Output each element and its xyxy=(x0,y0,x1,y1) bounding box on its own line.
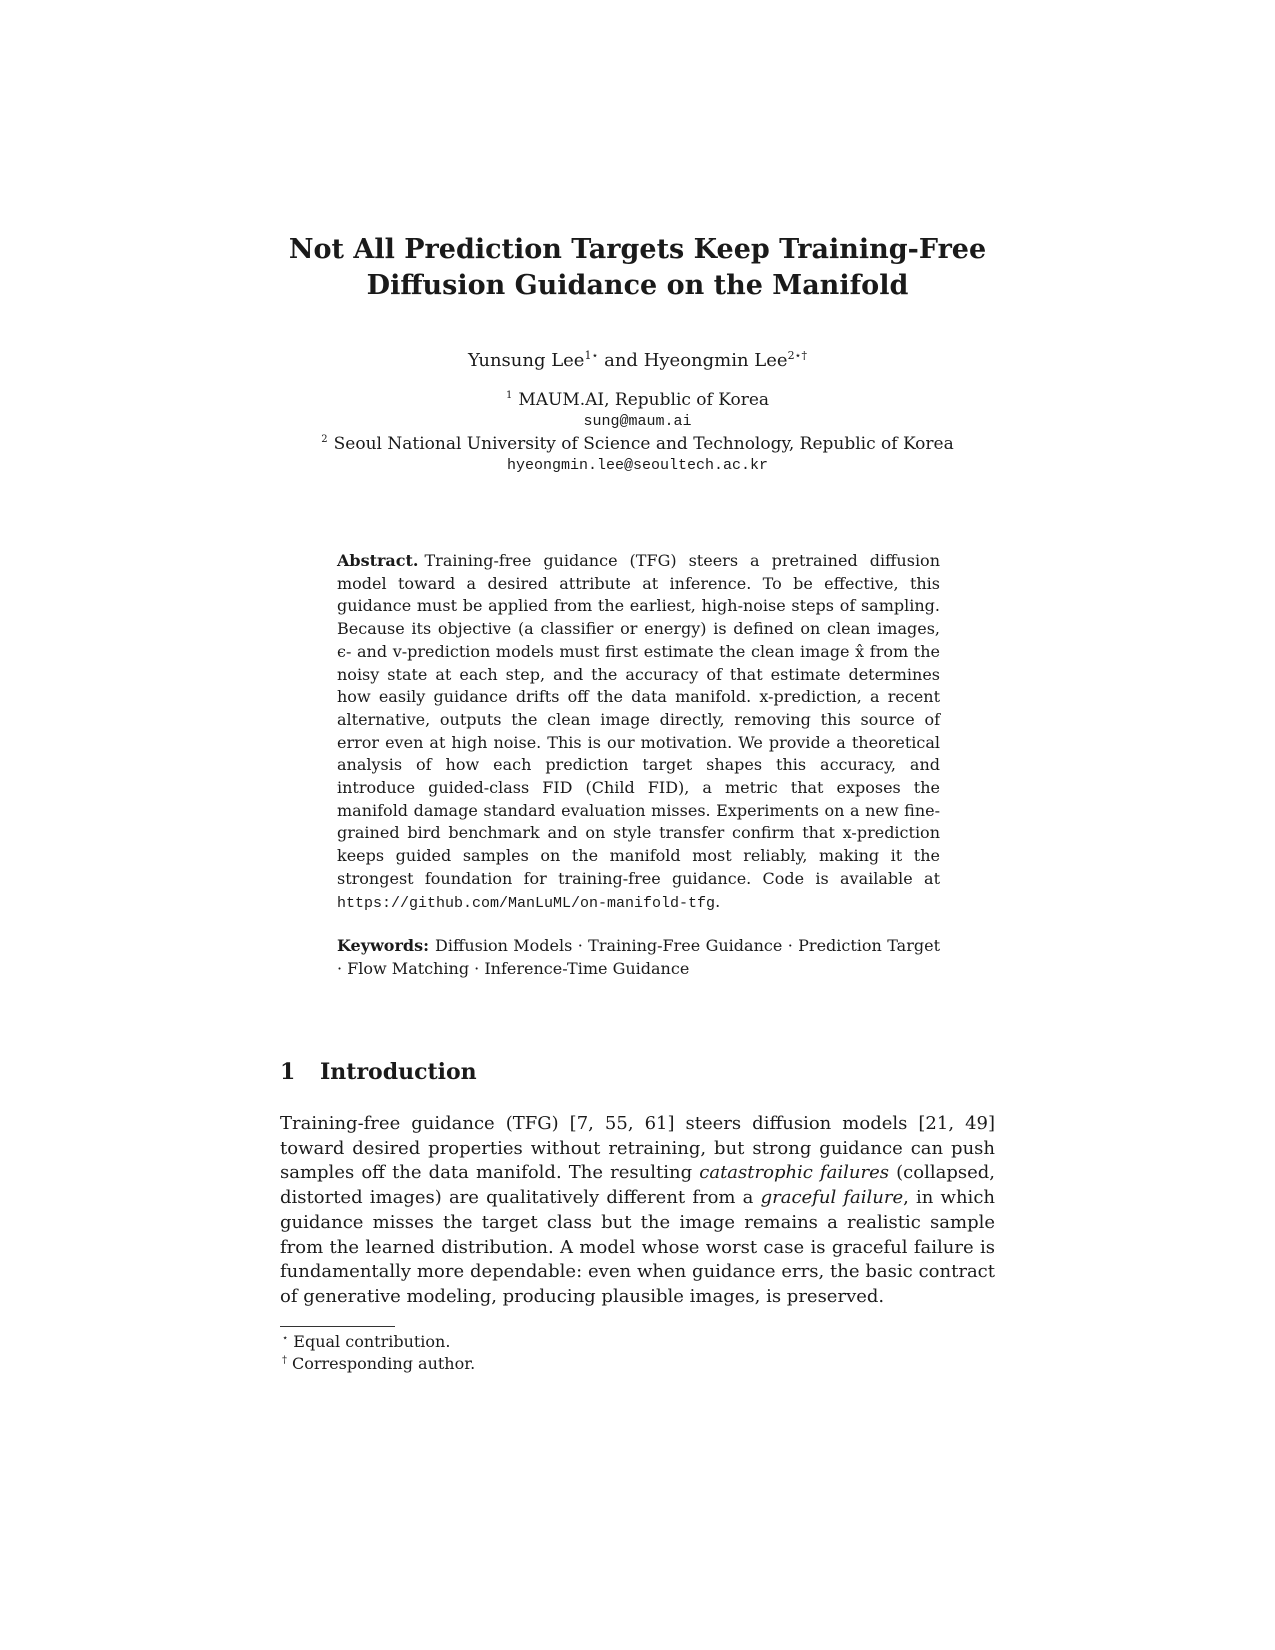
footnotes xyxy=(282,1331,882,1375)
footnote-2 xyxy=(282,1353,882,1375)
affiliation-1 xyxy=(260,389,1015,411)
author-1-name: Yunsung Lee xyxy=(468,350,585,371)
keywords xyxy=(337,935,940,980)
affiliation-2-mark: 2 xyxy=(321,434,328,445)
paper-title-line-2: Diffusion Guidance on the Manifold xyxy=(366,270,909,301)
affiliation-2-email[interactable]: hyeongmin.lee@seoultech.ac.kr xyxy=(506,457,769,474)
affiliation-1-mark: 1 xyxy=(505,390,513,401)
author-2-name: Hyeongmin Lee xyxy=(643,350,788,371)
footnote-1 xyxy=(282,1331,882,1353)
paper-title-line-1: Not All Prediction Targets Keep Training-Free xyxy=(288,234,987,265)
affiliation-2 xyxy=(260,433,1015,455)
footnote-divider xyxy=(280,1326,395,1327)
intro-text-a: Training-free guidance (TFG) [7, 55, 61] steers diffusion models [21, 49] toward desired properties without retraining, but strong guidance can push samples off the data manifold. The resulting xyxy=(280,1113,995,1184)
section-heading xyxy=(280,1058,477,1086)
abstract xyxy=(337,550,940,915)
abstract-text: Training-free guidance (TFG) steers a pretrained diffusion model toward a desired attribute at inference. To be effective, this guidance must be applied from the earliest, high-noise steps of sampling. Because its objective (a classifier or energy) is defined on clean images, ϵ- and v-prediction models must first estimate the clean image x̂ from the noisy state at each step, and the accuracy of that estimate determines how easily guidance drifts off the data manifold. x-prediction, a recent alternative, outputs the clean image directly, removing this source of error even at high noise. This is our motivation. We provide a theoretical analysis of how each prediction target shapes this accuracy, and introduce guided-class FID (Child FID), a metric that exposes the manifold damage standard evaluation misses. Experiments on a new fine-grained bird benchmark and on style transfer confirm that x-prediction keeps guided samples on the manifold most reliably, making it the strongest foundation for training-free guidance. Code is available at xyxy=(337,551,940,888)
keywords-label: Keywords: xyxy=(337,936,430,955)
intro-emphasis-1: catastrophic failures xyxy=(699,1162,890,1184)
code-url-link[interactable]: https://github.com/ManLuML/on-manifold-tfg xyxy=(337,894,716,912)
section-number: 1 xyxy=(280,1059,296,1085)
intro-text-c: , in which guidance misses the target class but the image remains a realistic sample from the learned distribution. A model whose worst case is graceful failure is fundamentally more dependable: even when guidance errs, the basic contract of generative modeling, producing plausible images, is preserved. xyxy=(280,1187,995,1307)
footnote-2-mark: † xyxy=(282,1355,287,1366)
footnote-1-text: Equal contribution. xyxy=(293,1332,451,1351)
footnote-1-mark: ⋆ xyxy=(282,1333,289,1344)
footnote-2-text: Corresponding author. xyxy=(292,1354,476,1373)
author-1-marks: 1⋆ xyxy=(584,349,599,362)
intro-paragraph xyxy=(280,1112,995,1310)
author-joiner: and xyxy=(604,350,638,371)
abstract-label: Abstract. xyxy=(337,551,419,570)
abstract-end: . xyxy=(715,891,721,911)
affiliation-1-name: MAUM.AI, Republic of Korea xyxy=(518,390,770,410)
keywords-text: Diffusion Models · Training-Free Guidance · Prediction Target · Flow Matching · Inference-Time Guidance xyxy=(337,936,940,978)
paper-title xyxy=(260,232,1015,304)
intro-emphasis-2: graceful failure xyxy=(760,1187,904,1209)
affiliation-1-email[interactable]: sung@maum.ai xyxy=(583,413,692,430)
section-title: Introduction xyxy=(320,1059,477,1085)
author-2-marks: 2⋆† xyxy=(787,349,807,362)
intro-text-b: (collapsed, distorted images) are qualitatively different from a xyxy=(280,1162,995,1209)
affiliation-2-name: Seoul National University of Science and Technology, Republic of Korea xyxy=(333,434,954,454)
author-list xyxy=(260,349,1015,373)
